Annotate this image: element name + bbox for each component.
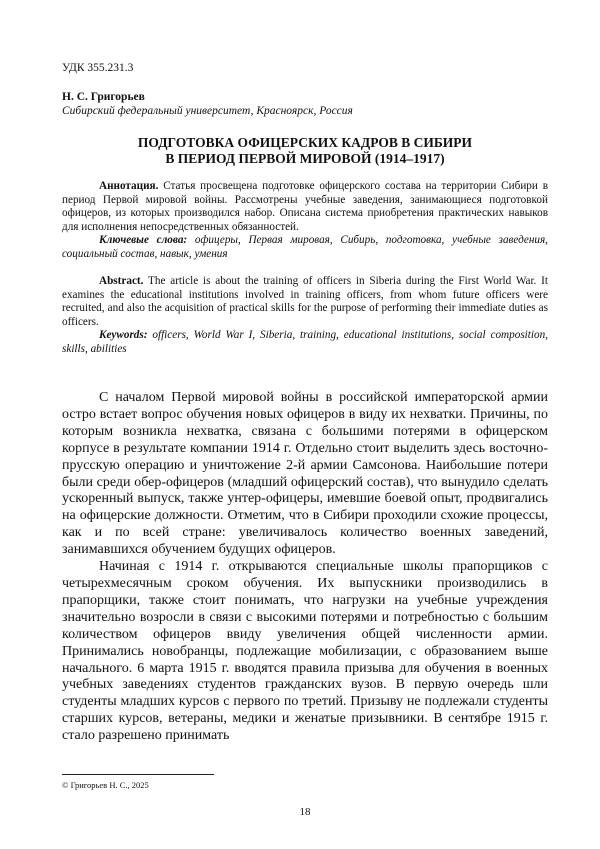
- body-paragraph-2: Начиная с 1914 г. открываются специальные школы прапорщиков с четырехмесячным сроком обучения. Их выпускники производились в прапорщики, также стоит понимать, что нагрузки на учебные учреждения значительно возросли в связи с высокими потерями и потребностью с большим количеством офицеров ввиду увеличения общей численности армии. Принимались новобранцы, подлежащие мобилизации, с образованием выше начального. 6 марта 1915 г. вводятся правила призыва для обучения в военных учебных заведениях студентов гражданских вузов. В первую очередь шли студенты младших курсов с первого по третий. Призыву не подлежали студенты старших курсов, ветераны, медики и женатые призывники. В сентябре 1915 г. стало разрешено принимать: [62, 559, 548, 744]
- keywords-en-label: Keywords:: [99, 329, 148, 342]
- article-title: [62, 135, 548, 167]
- keywords-en: [62, 329, 548, 356]
- page-number: 18: [299, 806, 311, 818]
- keywords-ru: [62, 234, 548, 261]
- body-paragraph-1: С началом Первой мировой войны в российской императорской армии остро встает вопрос обучения новых офицеров в виду их нехватки. Причины, по которым возникла нехватка, связана с большими потерями в офицерском корпусе в результате компании 1914 г. Отдельно стоит выделить здесь восточно-прусскую операцию и уничтожение 2-й армии Самсонова. Наибольшие потери были среди обер-офицеров (младший офицерский состав), что вынудило сделать ускоренный выпуск, также унтер-офицеры, имевшие боевой опыт, продвигались на офицерские должности. Отметим, что в Сибири проходили схожие процессы, как и по всей стране: увеличивалось количество военных заведений, занимавшихся обучением будущих офицеров.: [62, 390, 548, 558]
- abstract-ru-text: Статья просвещена подготовке офицерского состава на территории Сибири в период Первой мировой войны. Рассмотрены учебные заведения, занимающиеся подготовкой офицеров, из которых производился набор. Описана система приобретения практических навыков для исполнения непосредственных обязанностей.: [62, 180, 548, 233]
- author-name: Н. С. Григорьев: [62, 91, 145, 103]
- title-line-1: ПОДГОТОВКА ОФИЦЕРСКИХ КАДРОВ В СИБИРИ: [137, 135, 473, 150]
- udk-code: УДК 355.231.3: [62, 62, 134, 74]
- keywords-ru-text: офицеры, Первая мировая, Сибирь, подготовка, учебные заведения, социальный состав, навык, умения: [62, 234, 548, 260]
- title-line-2: В ПЕРИОД ПЕРВОЙ МИРОВОЙ (1914–1917): [165, 151, 445, 166]
- document-page: [62, 0, 548, 849]
- abstract-ru-label: Аннотация.: [99, 180, 159, 192]
- abstract-en-paragraph: [62, 275, 548, 329]
- keywords-ru-label: Ключевые слова:: [99, 234, 188, 247]
- article-body: [62, 390, 548, 745]
- abstract-ru-paragraph: [62, 180, 548, 234]
- footnote-divider: [62, 774, 214, 775]
- abstract-ru: [62, 180, 548, 262]
- keywords-en-text: officers, World War I, Siberia, training, educational institutions, social composition, skills, abilities: [62, 329, 548, 355]
- copyright-footnote: © Григорьев Н. С., 2025: [62, 780, 149, 790]
- author-affiliation: Сибирский федеральный университет, Красноярск, Россия: [62, 105, 353, 117]
- abstract-en-text: The article is about the training of officers in Siberia during the First World War. It examines the educational institutions involved in training officers, from whom future officers were recruited, and also the acquisition of practical skills for the purpose of performing their immediate duties as officers.: [62, 275, 548, 328]
- abstract-en-label: Abstract.: [99, 275, 144, 287]
- abstract-en: [62, 275, 548, 357]
